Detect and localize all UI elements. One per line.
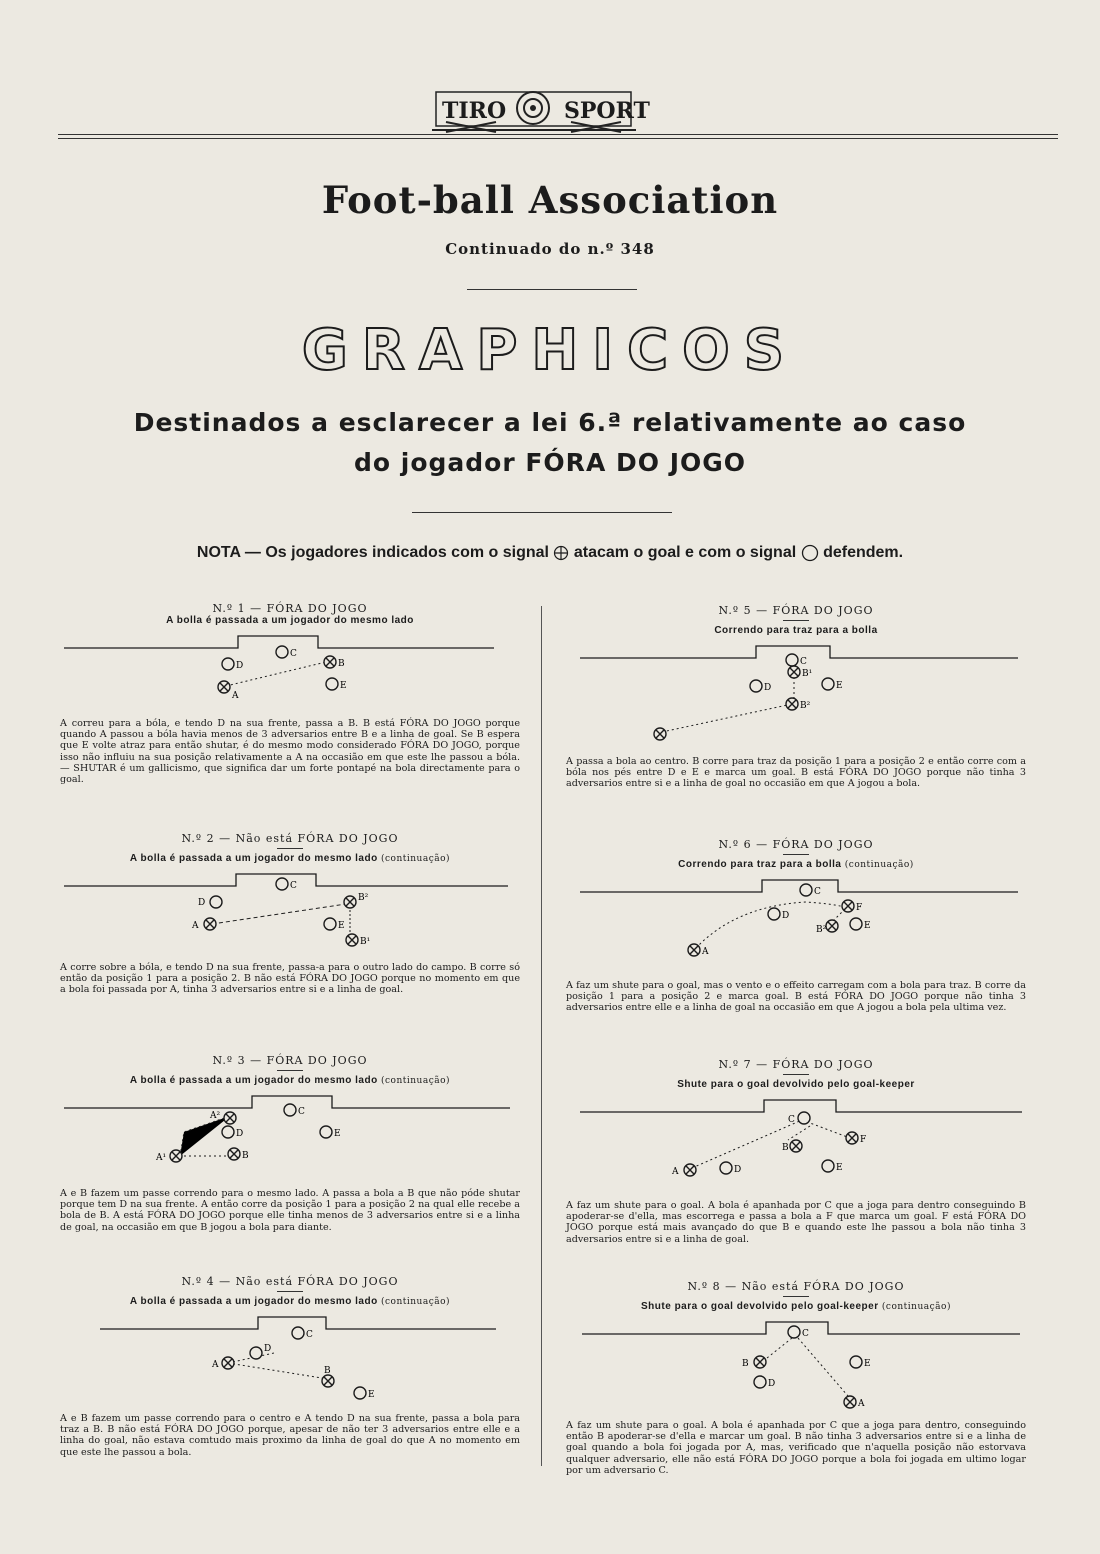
svg-text:D: D xyxy=(782,911,790,921)
panel-subheading: Shute para o goal devolvido pelo goal-keeper (continuação) xyxy=(641,1301,951,1312)
panel-subheading: A bolla é passada a um jogador do mesmo lado (continuação) xyxy=(129,1075,451,1086)
svg-text:B: B xyxy=(338,659,345,669)
svg-text:A: A xyxy=(212,1360,219,1370)
svg-text:B¹: B¹ xyxy=(360,937,371,947)
nota-part2: atacam o goal e com o signal xyxy=(573,544,797,562)
intro-line-2: do jogador FÓRA DO JOGO xyxy=(353,448,747,477)
nota-part3: defendem. xyxy=(823,544,904,562)
panel-subheading: Correndo para traz para a bolla (continuação) xyxy=(678,859,914,870)
diagram xyxy=(60,632,520,714)
svg-text:D: D xyxy=(768,1379,776,1389)
svg-text:C: C xyxy=(290,881,297,891)
svg-text:C: C xyxy=(298,1107,305,1117)
page-title: Foot-ball Association xyxy=(321,178,779,222)
svg-text:A: A xyxy=(192,921,199,931)
panel-heading: N.º 4 — Não está FÓRA DO JOGO xyxy=(181,1275,399,1288)
panel-heading: N.º 8 — Não está FÓRA DO JOGO xyxy=(687,1280,905,1293)
svg-text:F: F xyxy=(860,1135,867,1145)
panel-heading: N.º 2 — Não está FÓRA DO JOGO xyxy=(181,832,399,845)
diagram xyxy=(60,870,520,958)
diagram xyxy=(60,1313,520,1409)
svg-text:B: B xyxy=(324,1366,331,1376)
svg-text:B²: B² xyxy=(816,925,827,935)
panel-subheading: A bolla é passada a um jogador do mesmo lado xyxy=(166,615,414,626)
svg-text:F: F xyxy=(856,903,863,913)
panel-text: A correu para a bóla, e tendo D na sua frente, passa a B. B está FÓRA DO JOGO porque quando A passou a bóla havia menos de 3 adversarios entre B e a linha de goal. Se B espera que E volte atraz para então shutar, é do mesmo modo considerado FÓRA DO JOGO, porque isso não influiu na sua posição relativamente a A na occasião em que este lhe passou a bóla. — SHUTAR é um gallicismo, que significa dar um forte pontapé na bola directamente para o goal. xyxy=(60,718,520,786)
svg-text:B¹: B¹ xyxy=(802,669,813,679)
svg-text:E: E xyxy=(340,681,347,691)
svg-text:C: C xyxy=(814,887,821,897)
svg-text:A: A xyxy=(858,1399,865,1409)
svg-text:E: E xyxy=(836,1163,843,1173)
divider xyxy=(467,289,637,290)
panel-text: A faz um shute para o goal, mas o vento e o effeito carregam com a bola para traz. B corre da posição 1 para a posição 2 e marca goal. B está FÓRA DO JOGO porque não tinha 3 adversarios entre elle e a linha de goal na occasião em que A jogou a bola pela ultima vez. xyxy=(566,980,1026,1014)
svg-text:B: B xyxy=(242,1151,249,1161)
top-rule-1 xyxy=(58,134,1058,135)
panel-heading: N.º 3 — FÓRA DO JOGO xyxy=(212,1054,368,1067)
nota-line xyxy=(0,544,1100,562)
svg-text:B²: B² xyxy=(358,893,369,903)
svg-text:SPORT: SPORT xyxy=(564,98,650,124)
svg-text:D: D xyxy=(734,1165,742,1175)
diagram xyxy=(566,876,1026,976)
svg-text:C: C xyxy=(802,1329,809,1339)
panel-heading: N.º 5 — FÓRA DO JOGO xyxy=(718,604,874,617)
panel-text: A e B fazem um passe correndo para o centro e A tendo D na sua frente, passa a bola para traz a B. B não está FÓRA DO JOGO porque, apesar de não ter 3 adversarios entre elle e a linha do goal, não estava comtudo mais proximo da linha de goal do que A no momento em que este lhe passou a bola. xyxy=(60,1413,520,1458)
svg-text:D: D xyxy=(264,1344,272,1354)
svg-text:E: E xyxy=(334,1129,341,1139)
diagram xyxy=(566,1318,1026,1416)
panel-heading: N.º 7 — FÓRA DO JOGO xyxy=(718,1058,874,1071)
panel-subheading: A bolla é passada a um jogador do mesmo lado (continuação) xyxy=(129,853,451,864)
panel-subheading: Shute para o goal devolvido pelo goal-keeper xyxy=(677,1079,915,1090)
attacker-symbol-icon xyxy=(553,545,569,561)
svg-text:E: E xyxy=(368,1390,375,1400)
panel-5 xyxy=(566,604,1026,790)
svg-text:D: D xyxy=(236,661,244,671)
panel-text: A faz um shute para o goal. A bola é apanhada por C que a joga para dentro conseguindo B apoderar-se d'ella, mas escorrega e passa a bola a F que marca um goal. F está FÓRA DO JOGO porque está mais avançado do que B e quando este lhe passou a bola não tinha 3 adversarios entre si e a linha de goal. xyxy=(566,1200,1026,1245)
panel-2 xyxy=(60,832,520,996)
panel-heading: N.º 1 — FÓRA DO JOGO xyxy=(212,602,368,615)
panel-subheading: Correndo para traz para a bolla xyxy=(714,625,878,636)
panel-text: A e B fazem um passe correndo para o mesmo lado. A passa a bola a B que não póde shutar porque tem D na sua frente. A então corre da posição 1 para a posição 2 na qual elle recebe a bola de B. A está FÓRA DO JOGO porque elle tinha menos de 3 adversarios entre si e a linha de goal, na occasião em que B jogou a bola para diante. xyxy=(60,1188,520,1233)
svg-text:C: C xyxy=(788,1115,795,1125)
svg-text:C: C xyxy=(800,657,807,667)
panel-6 xyxy=(566,838,1026,1014)
svg-text:D: D xyxy=(198,898,206,908)
diagram xyxy=(60,1092,520,1184)
diagram xyxy=(566,1096,1026,1196)
svg-text:B²: B² xyxy=(800,701,811,711)
panel-4 xyxy=(60,1275,520,1458)
panel-subheading: A bolla é passada a um jogador do mesmo lado (continuação) xyxy=(129,1296,451,1307)
svg-text:D: D xyxy=(764,683,772,693)
column-divider xyxy=(541,606,542,1466)
nota-part1: NOTA — Os jogadores indicados com o signal xyxy=(196,544,549,562)
svg-text:E: E xyxy=(864,921,871,931)
svg-text:D: D xyxy=(236,1129,244,1139)
svg-text:B: B xyxy=(782,1143,789,1153)
defender-symbol-icon xyxy=(801,544,819,562)
svg-text:B: B xyxy=(742,1359,749,1369)
svg-text:C: C xyxy=(306,1330,313,1340)
svg-text:A¹: A¹ xyxy=(156,1153,167,1163)
panel-3 xyxy=(60,1054,520,1233)
svg-text:A: A xyxy=(232,691,239,701)
panel-text: A passa a bola ao centro. B corre para traz da posição 1 para a posição 2 e então corre com a bóla nos pés entre D e E e marca um goal. B está FÓRA DO JOGO porque não tinha 3 adversarios entre si e a linha de goal no occasião em que A jogou a bola. xyxy=(566,756,1026,790)
svg-text:TIRO: TIRO xyxy=(442,98,507,124)
svg-text:E: E xyxy=(836,681,843,691)
banner-heading: GRAPHICOS xyxy=(301,318,799,383)
svg-text:C: C xyxy=(290,649,297,659)
panel-text: A faz um shute para o goal. A bola é apanhada por C que a joga para dentro, conseguindo então B apoderar-se d'ella e marcar um goal. B não tinha 3 adversarios entre si e a linha de goal quando a bola foi jogada por A, mas, verificado que n'aquella posição não estorvava qualquer adversario, elle não está FÓRA DO JOGO porque a bola foi jogada em ultimo logar por um adversario C. xyxy=(566,1420,1026,1476)
masthead-logo xyxy=(0,82,1100,142)
svg-text:A²: A² xyxy=(210,1111,221,1121)
panel-text: A corre sobre a bóla, e tendo D na sua frente, passa-a para o outro lado do campo. B corre só então da posição 1 para a posição 2. B não está FÓRA DO JOGO porque no momento em que a bola foi passada por A, tinha 3 adversarios entre si e a linha de goal. xyxy=(60,962,520,996)
panel-heading: N.º 6 — FÓRA DO JOGO xyxy=(718,838,874,851)
svg-text:A: A xyxy=(672,1167,679,1177)
page-subtitle: Continuado do n.º 348 xyxy=(445,240,655,258)
panel-7 xyxy=(566,1058,1026,1245)
panel-1 xyxy=(60,602,520,785)
panel-8 xyxy=(566,1280,1026,1476)
svg-text:E: E xyxy=(864,1359,871,1369)
svg-text:E: E xyxy=(338,921,345,931)
intro-line-1: Destinados a esclarecer a lei 6.ª relativamente ao caso xyxy=(133,408,967,437)
divider xyxy=(412,512,672,513)
top-rule-2 xyxy=(58,138,1058,139)
svg-text:A: A xyxy=(702,947,709,957)
diagram xyxy=(566,642,1026,752)
